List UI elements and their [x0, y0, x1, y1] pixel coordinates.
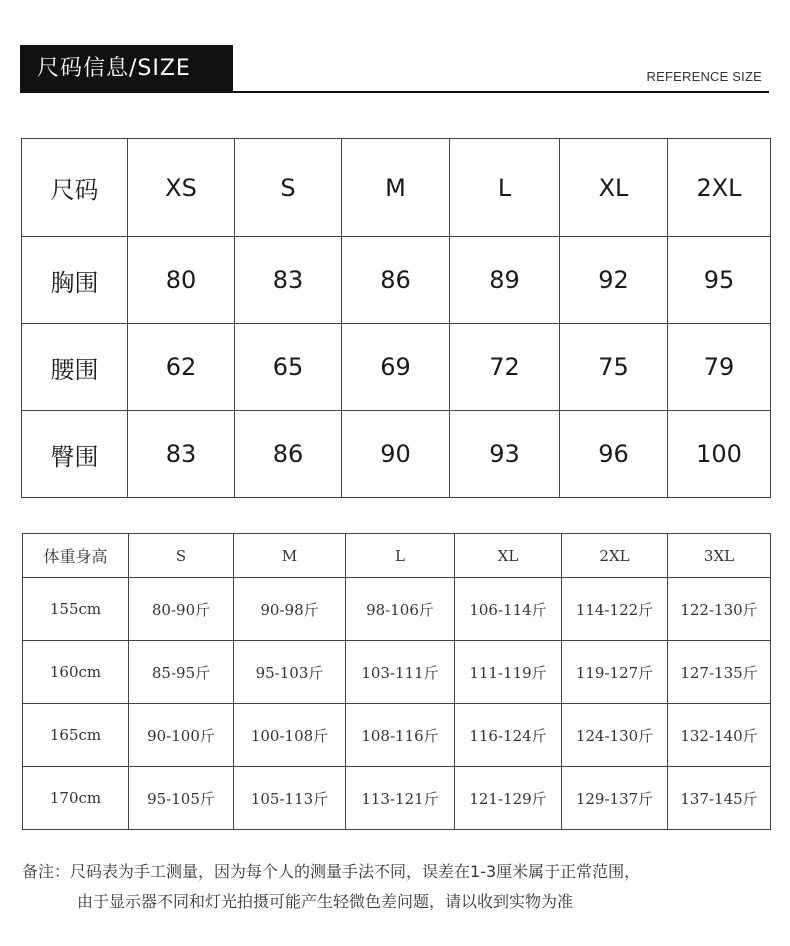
header-cell: 体重身高 — [23, 534, 129, 578]
note-line: 由于显示器不同和灯光拍摄可能产生轻微色差问题，请以收到实物为准 — [77, 892, 574, 911]
header-cell: M — [234, 534, 346, 578]
table-cell: 80 — [128, 237, 235, 324]
table-cell: 100-108斤 — [234, 704, 346, 767]
table-cell: 114-122斤 — [562, 578, 668, 641]
header-cell: 尺码 — [22, 139, 128, 237]
header-cell: XL — [560, 139, 668, 237]
header-cell: S — [235, 139, 342, 237]
table-cell: 72 — [450, 324, 560, 411]
header-cell: 2XL — [562, 534, 668, 578]
header-cell: M — [342, 139, 450, 237]
weight-height-table — [22, 533, 771, 830]
table-cell: 106-114斤 — [455, 578, 562, 641]
table-row — [22, 411, 771, 498]
table-cell: 111-119斤 — [455, 641, 562, 704]
header-cell: 3XL — [668, 534, 771, 578]
table-cell: 69 — [342, 324, 450, 411]
table-row — [23, 767, 771, 830]
row-label: 165cm — [23, 704, 129, 767]
size-chart-table — [21, 138, 771, 498]
table-cell: 121-129斤 — [455, 767, 562, 830]
table-cell: 86 — [235, 411, 342, 498]
table-cell: 90-98斤 — [234, 578, 346, 641]
row-label: 155cm — [23, 578, 129, 641]
row-label: 腰围 — [22, 324, 128, 411]
table-cell: 62 — [128, 324, 235, 411]
table-cell: 127-135斤 — [668, 641, 771, 704]
row-label: 胸围 — [22, 237, 128, 324]
table-row — [22, 237, 771, 324]
table-row — [23, 704, 771, 767]
table-cell: 113-121斤 — [346, 767, 455, 830]
row-label: 170cm — [23, 767, 129, 830]
table-cell: 65 — [235, 324, 342, 411]
header-cell: S — [129, 534, 234, 578]
note-block — [22, 857, 640, 917]
reference-size-label: REFERENCE SIZE — [646, 69, 762, 84]
table-cell: 80-90斤 — [129, 578, 234, 641]
table-header-row — [22, 139, 771, 237]
table-row — [23, 578, 771, 641]
table-cell: 129-137斤 — [562, 767, 668, 830]
table-cell: 95 — [668, 237, 771, 324]
table-cell: 95-103斤 — [234, 641, 346, 704]
table-cell: 124-130斤 — [562, 704, 668, 767]
header-divider — [20, 91, 769, 93]
table-cell: 108-116斤 — [346, 704, 455, 767]
note-line: 备注：尺码表为手工测量，因为每个人的测量手法不同，误差在1-3厘米属于正常范围， — [22, 862, 641, 881]
table-cell: 100 — [668, 411, 771, 498]
table-cell: 105-113斤 — [234, 767, 346, 830]
table-cell: 119-127斤 — [562, 641, 668, 704]
table-cell: 83 — [235, 237, 342, 324]
row-label: 臀围 — [22, 411, 128, 498]
table-cell: 122-130斤 — [668, 578, 771, 641]
table-cell: 96 — [560, 411, 668, 498]
table-cell: 85-95斤 — [129, 641, 234, 704]
table-cell: 92 — [560, 237, 668, 324]
header-cell: L — [450, 139, 560, 237]
table-header-row — [23, 534, 771, 578]
row-label: 160cm — [23, 641, 129, 704]
table-cell: 98-106斤 — [346, 578, 455, 641]
table-row — [23, 641, 771, 704]
table-cell: 89 — [450, 237, 560, 324]
table-cell: 95-105斤 — [129, 767, 234, 830]
table-cell: 86 — [342, 237, 450, 324]
header-cell: XS — [128, 139, 235, 237]
table-cell: 90 — [342, 411, 450, 498]
table-cell: 132-140斤 — [668, 704, 771, 767]
header-cell: L — [346, 534, 455, 578]
table-cell: 75 — [560, 324, 668, 411]
table-cell: 137-145斤 — [668, 767, 771, 830]
table-cell: 83 — [128, 411, 235, 498]
section-title: 尺码信息/SIZE — [20, 45, 233, 92]
table-row — [22, 324, 771, 411]
table-cell: 90-100斤 — [129, 704, 234, 767]
table-cell: 93 — [450, 411, 560, 498]
header-cell: XL — [455, 534, 562, 578]
table-cell: 103-111斤 — [346, 641, 455, 704]
header-cell: 2XL — [668, 139, 771, 237]
table-cell: 116-124斤 — [455, 704, 562, 767]
table-cell: 79 — [668, 324, 771, 411]
